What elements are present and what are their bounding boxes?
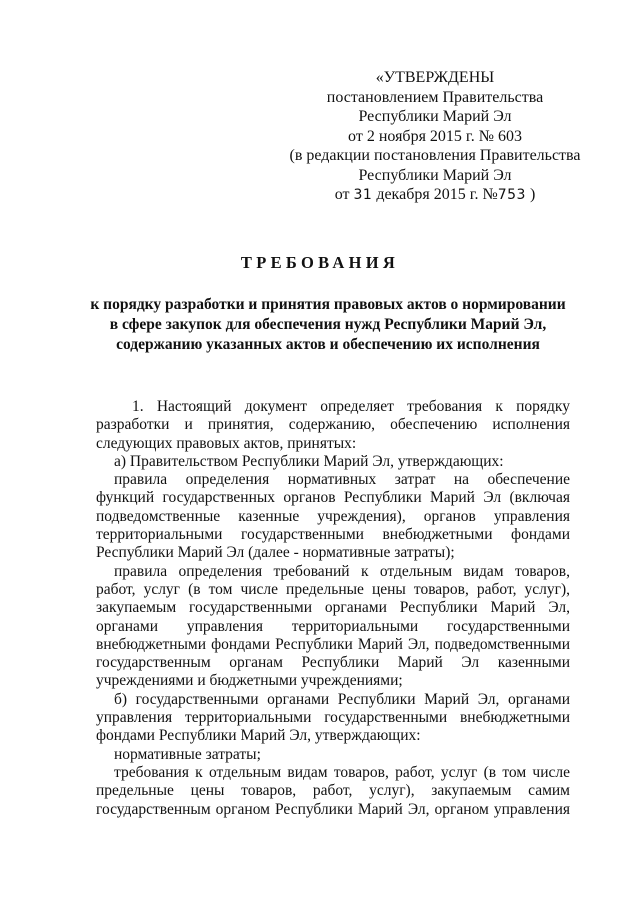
- approval-date-number: 753: [497, 187, 526, 203]
- body-line: фондами Республики Марий Эл, утверждающих:: [96, 727, 421, 745]
- body-line: правила определения нормативных затрат на обеспечение: [114, 471, 570, 489]
- body-line: нормативные затраты;: [114, 745, 261, 763]
- approval-date-middle: декабря 2015 г. №: [376, 186, 498, 203]
- approval-line: Республики Марий Эл: [358, 108, 512, 125]
- body-line: работ, услуг (в том числе предельные цены товаров, работ, услуг),: [96, 580, 570, 598]
- approval-date-prefix: от: [334, 186, 350, 203]
- body-line: а) Правительством Республики Марий Эл, утверждающих:: [114, 452, 504, 470]
- body-line: государственным органам Республики Марий Эл казенными: [96, 654, 570, 672]
- approval-date-suffix: ): [529, 186, 536, 203]
- approval-line: (в редакции постановления Правительства: [289, 147, 581, 164]
- body-line: закупаемым государственными органами Республики Марий Эл,: [96, 599, 570, 617]
- document-subtitle: [80, 295, 576, 355]
- approval-line: «УТВЕРЖДЕНЫ: [375, 69, 495, 86]
- approval-stamp: [285, 68, 585, 206]
- approval-line: Республики Марий Эл: [358, 166, 512, 184]
- subtitle-line: к порядку разработки и принятия правовых актов о нормировании: [90, 296, 566, 313]
- body-line: б) государственными органами Республики Марий Эл, органами: [114, 690, 570, 708]
- subtitle-line: содержанию указанных актов и обеспечению их исполнения: [116, 336, 540, 353]
- body-line: разработки и принятия, содержанию, обеспечению исполнения: [96, 416, 570, 434]
- body-line: предельные цены товаров, работ, услуг), закупаемым самим: [96, 782, 570, 800]
- body-line: следующих правовых актов, принятых:: [96, 434, 357, 452]
- approval-line: от 2 ноября 2015 г. № 603: [348, 127, 522, 145]
- body-line: управления территориальными государственными внебюджетными: [96, 709, 570, 727]
- body-line: требования к отдельным видам товаров, работ, услуг (в том числе: [114, 763, 570, 781]
- body-line: 1. Настоящий документ определяет требования к порядку: [132, 398, 570, 415]
- approval-line-date: [285, 185, 585, 206]
- approval-line: постановлением Правительства: [326, 88, 544, 106]
- body-line: внебюджетными фондами Республики Марий Эл, подведомственными: [96, 635, 570, 653]
- body-line: Республики Марий Эл (далее - нормативные затраты);: [96, 544, 455, 562]
- body-line: органами управления территориальными государственными: [96, 617, 570, 635]
- body-line: функций государственных органов Республики Марий Эл (включая: [96, 489, 570, 507]
- approval-date-day: 31: [353, 187, 373, 203]
- body-line: государственным органом Республики Марий Эл, органом управления: [96, 800, 570, 818]
- document-body: [96, 398, 570, 819]
- body-line: подведомственные казенные учреждения), органов управления: [96, 507, 570, 525]
- document-title: ТРЕБОВАНИЯ: [240, 253, 400, 272]
- body-line: учреждениями и бюджетными учреждениями;: [96, 672, 403, 690]
- body-line: правила определения требований к отдельным видам товаров,: [114, 562, 570, 580]
- subtitle-line: в сфере закупок для обеспечения нужд Республики Марий Эл,: [109, 316, 547, 333]
- body-line: территориальными государственными внебюджетными фондами: [96, 526, 570, 544]
